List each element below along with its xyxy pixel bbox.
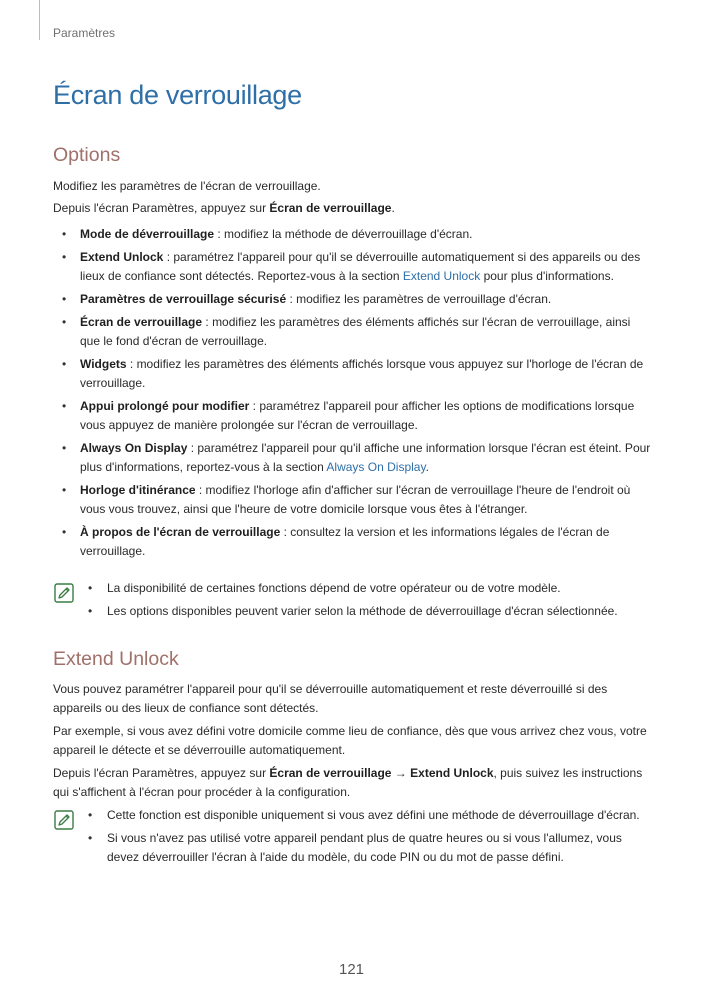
link-extend-unlock[interactable]: Extend Unlock: [402, 269, 481, 283]
header-rule: [39, 0, 40, 40]
list-item: • La disponibilité de certaines fonctions dépend de votre opérateur ou de votre modèle.: [86, 579, 653, 598]
options-intro-2: Depuis l'écran Paramètres, appuyez sur Écran de verrouillage.: [53, 201, 395, 215]
term-ecran-verrouillage: Écran de verrouillage: [269, 201, 392, 215]
list-item: • Paramètres de verrouillage sécurisé : modifiez les paramètres de verrouillage d'écran.: [60, 290, 653, 309]
list-item: • Always On Display : paramétrez l'appareil pour qu'il affiche une information lorsque l'écran est éteint. Pour plus d'informations, reportez-vous à la section Always On Display.: [60, 439, 653, 477]
list-item: • Écran de verrouillage : modifiez les paramètres des éléments affichés sur l'écran de verrouillage, ainsi que le fond d'écran de verrouillage.: [60, 313, 653, 351]
section-heading-extend-unlock: Extend Unlock: [53, 648, 179, 670]
extend-unlock-notes: [86, 806, 653, 871]
note-pencil-icon: [54, 810, 74, 830]
link-always-on-display[interactable]: Always On Display: [326, 460, 426, 474]
extend-unlock-para-3: Depuis l'écran Paramètres, appuyez sur Écran de verrouillage → Extend Unlock, puis suivez les instructions qui s'affichent à l'écran pour procéder à la configuration.: [53, 766, 643, 799]
options-list: [60, 225, 653, 565]
options-notes: [86, 579, 653, 625]
list-item: • Extend Unlock : paramétrez l'appareil pour qu'il se déverrouille automatiquement si des appareils ou des lieux de confiance sont détectés. Reportez-vous à la section Extend Unlock pour plus d'informations.: [60, 248, 653, 286]
extend-unlock-para-1: Vous pouvez paramétrer l'appareil pour qu'il se déverrouille automatiquement et reste déverrouillé si des appareils ou des lieux de confiance sont détectés.: [53, 682, 608, 715]
list-item: • Si vous n'avez pas utilisé votre appareil pendant plus de quatre heures ou si vous l'allumez, vous devez déverrouiller l'écran à l'aide du modèle, du code PIN ou du mot de passe défini.: [86, 829, 653, 867]
page-number: 121: [338, 961, 365, 978]
list-item: • Cette fonction est disponible uniquement si vous avez défini une méthode de déverrouillage d'écran.: [86, 806, 653, 825]
running-header: Paramètres: [53, 26, 116, 40]
list-item: • Appui prolongé pour modifier : paramétrez l'appareil pour afficher les options de modifications lorsque vous appuyez de manière prolongée sur l'écran de verrouillage.: [60, 397, 653, 435]
list-item: • Les options disponibles peuvent varier selon la méthode de déverrouillage d'écran sélectionnée.: [86, 602, 653, 621]
list-item: • Mode de déverrouillage : modifiez la méthode de déverrouillage d'écran.: [60, 225, 653, 244]
note-pencil-icon: [54, 583, 74, 603]
section-heading-options: Options: [53, 144, 121, 166]
extend-unlock-para-2: Par exemple, si vous avez défini votre domicile comme lieu de confiance, dès que vous arrivez chez vous, votre appareil le détecte et se déverrouille automatiquement.: [53, 724, 647, 757]
page-title: Écran de verrouillage: [53, 80, 302, 110]
list-item: • Horloge d'itinérance : modifiez l'horloge afin d'afficher sur l'écran de verrouillage l'heure de l'endroit où vous vous trouvez, ainsi que l'heure de votre domicile lorsque vous êtes à l'étranger.: [60, 481, 653, 519]
list-item: • Widgets : modifiez les paramètres des éléments affichés lorsque vous appuyez sur l'horloge de l'écran de verrouillage.: [60, 355, 653, 393]
options-intro-1: Modifiez les paramètres de l'écran de verrouillage.: [53, 179, 321, 193]
list-item: • À propos de l'écran de verrouillage : consultez la version et les informations légales de l'écran de verrouillage.: [60, 523, 653, 561]
